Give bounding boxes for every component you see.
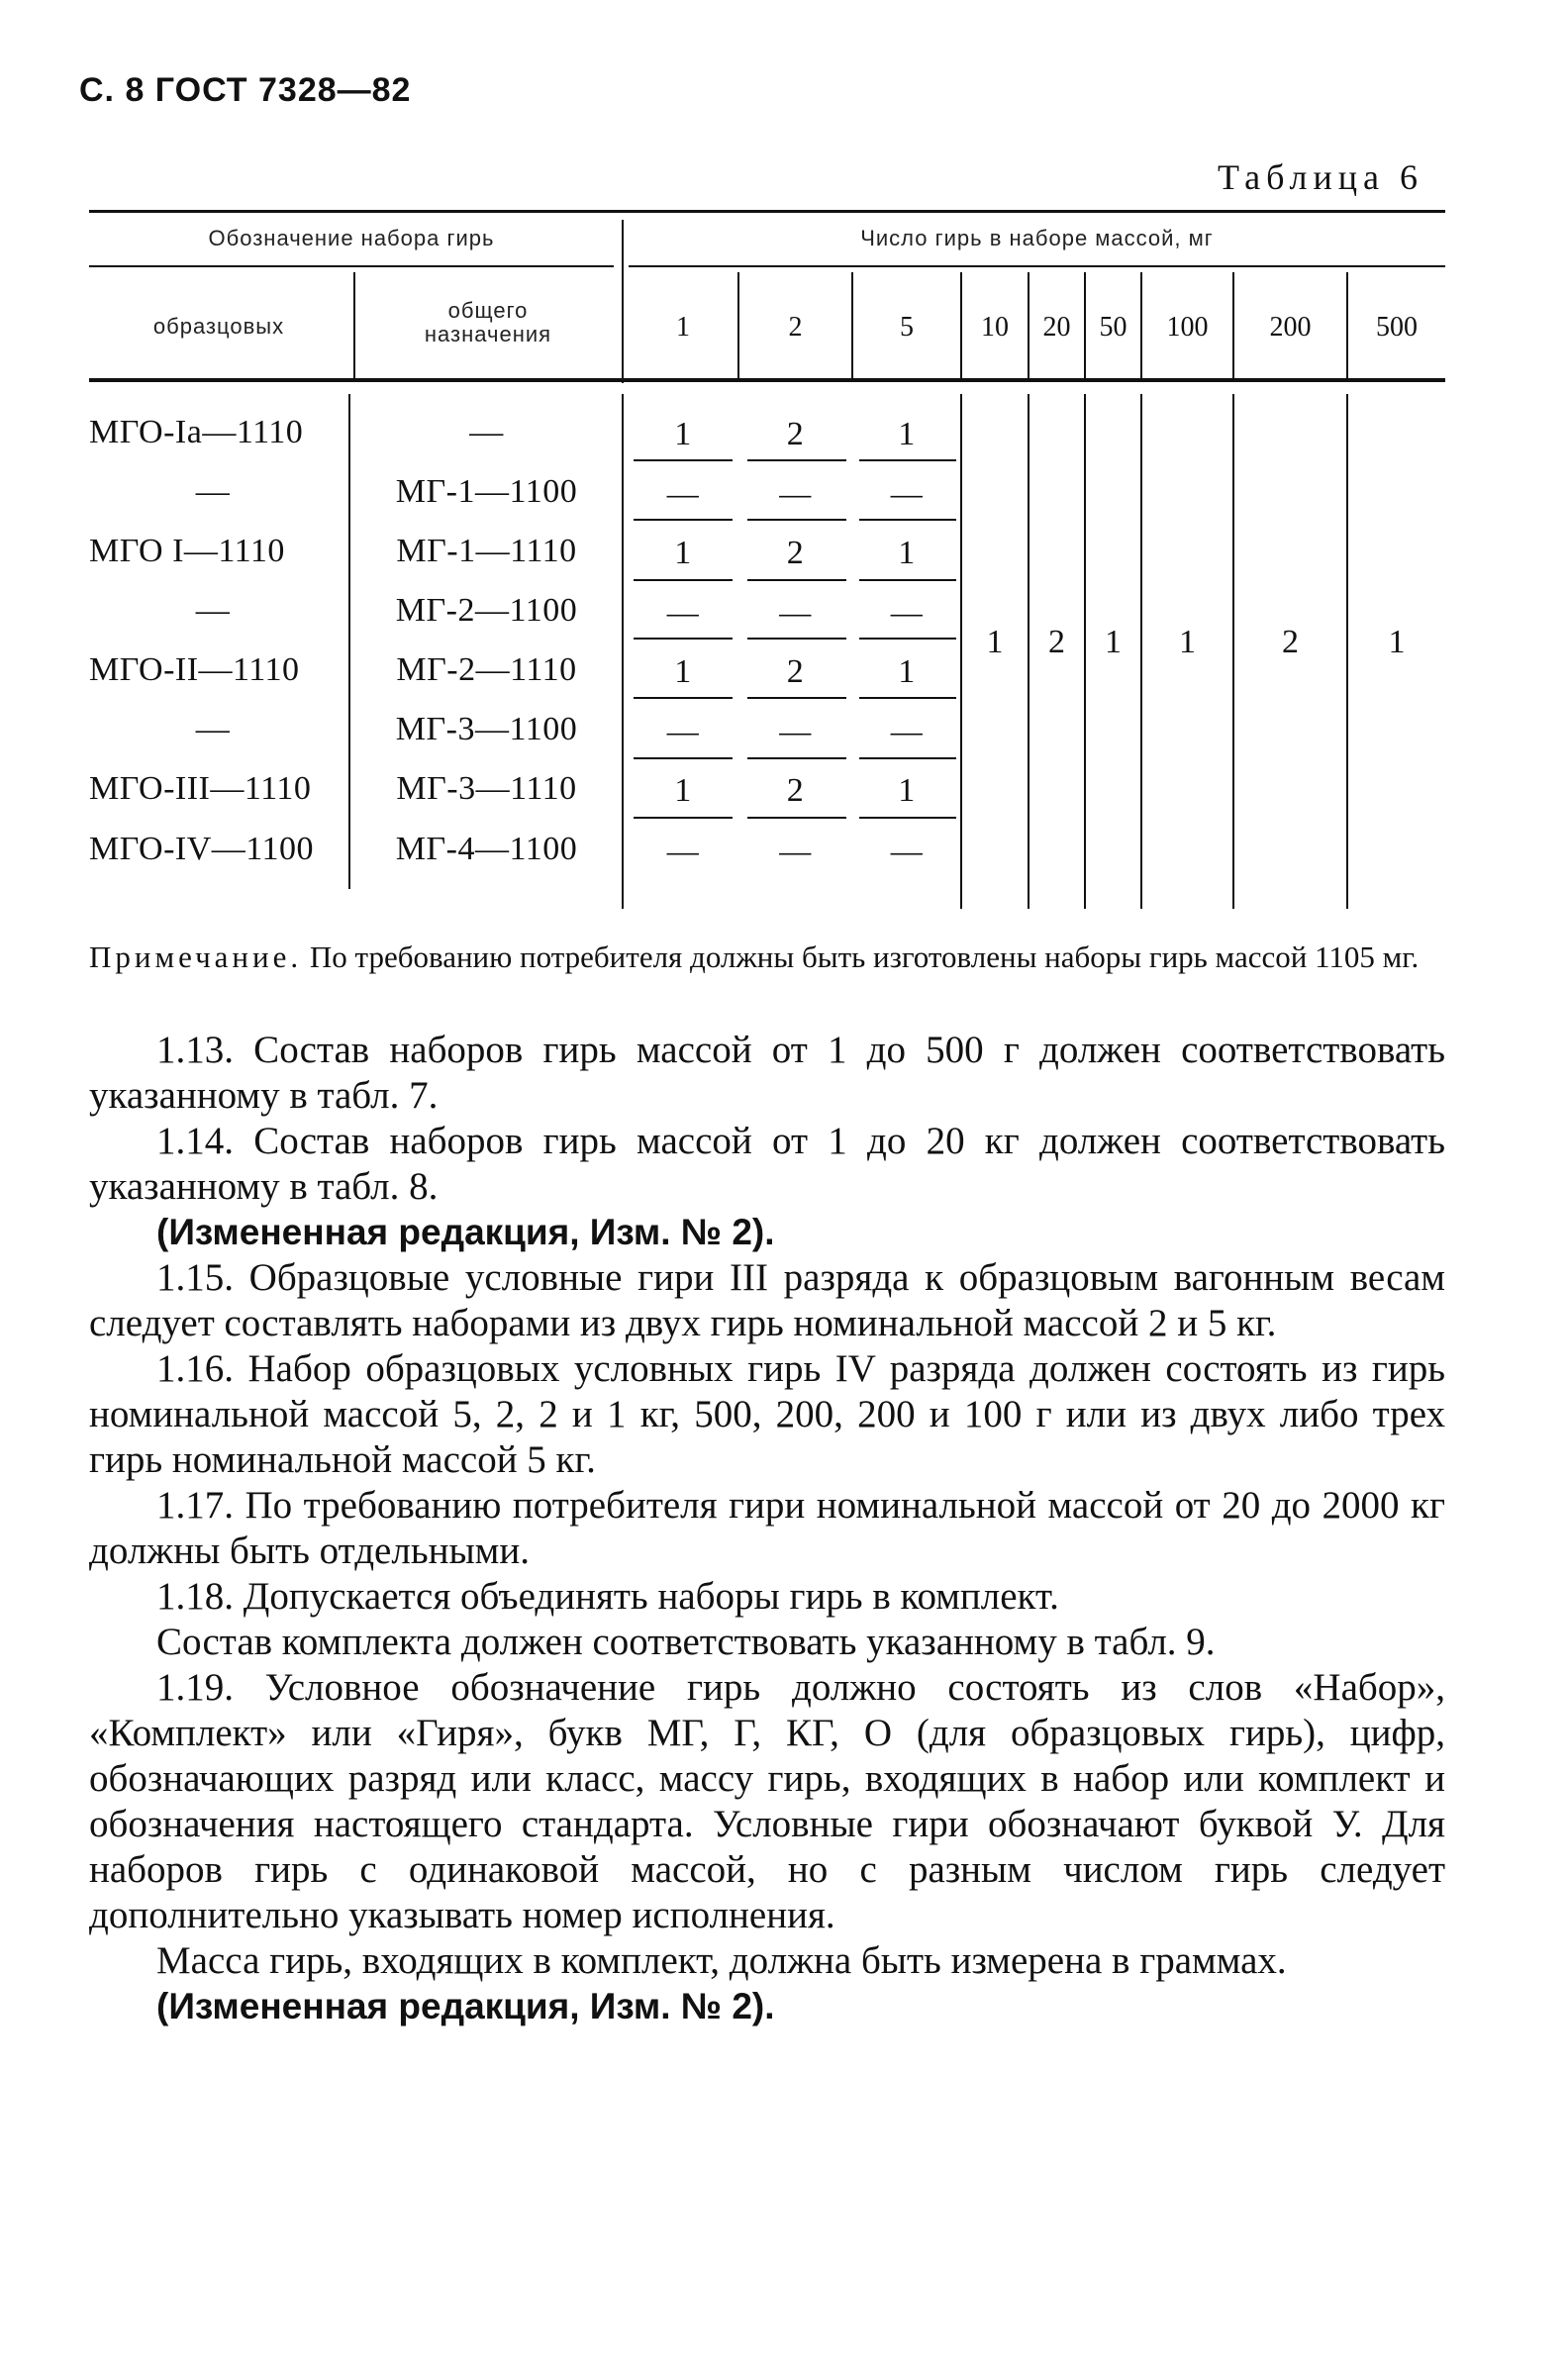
amendment-note: (Измененная редакция, Изм. № 2).: [156, 1212, 775, 1252]
page-header: С. 8 ГОСТ 7328—82: [79, 71, 412, 109]
mass-col-2: 2: [788, 312, 803, 343]
table-6: Обозначение набора гирь Число гирь в наборе массой, мг образцовых общего назначения 1 2 5 10 20 50 100 200 500 МГО-Iа—1110 — 1 2 1 — МГ-1—1100 — — — МГО I—1110 МГ-1—1110 1 2 1 — МГ-2—1100 — — — МГО-II—1110 МГ-2—1110 1 2 1 — МГ-3—1100 — — — МГО-III—1110 МГ-3—1110 1 2 1 МГО-IV—1100 МГ-4—1100 — — — 1 2 1 1 2 1: [89, 210, 1445, 923]
mass-col-100: 100: [1166, 312, 1209, 343]
table-title: Таблица 6: [1218, 157, 1423, 197]
mass-col-200: 200: [1269, 312, 1312, 343]
merged-value-200: 2: [1282, 624, 1299, 660]
mass-col-1: 1: [676, 312, 690, 343]
note-label: Примечание.: [89, 939, 303, 974]
mass-col-20: 20: [1042, 312, 1071, 343]
mass-col-5: 5: [900, 312, 914, 343]
paragraph-1-16: 1.16. Набор образцовых условных гирь IV разряда должен состоять из гирь номинальной массой 5, 2, 2 и 1 кг, 500, 200, 200 и 100 г или из двух либо трех гирь номинальной массой 5 кг.: [89, 1347, 1445, 1481]
paragraph-1-14: 1.14. Состав наборов гирь массой от 1 до 20 кг должен соответствовать указанному в табл. 8.: [89, 1120, 1445, 1208]
paragraph-1-15: 1.15. Образцовые условные гири III разряда к образцовым вагонным весам следует составлять наборами из двух гирь номинальной массой 2 и 5 кг.: [89, 1256, 1445, 1344]
header-general: общего назначения: [424, 298, 552, 346]
header-model: образцовых: [152, 314, 285, 339]
merged-value-50: 1: [1105, 624, 1122, 660]
mass-col-10: 10: [981, 312, 1009, 343]
note-text: По требованию потребителя должны быть изготовлены наборы гирь массой 1105 мг.: [302, 939, 1420, 974]
header-weight-count: Число гирь в наборе массой, мг: [860, 226, 1214, 250]
paragraph-1-19-continued: Масса гирь, входящих в комплект, должна быть измерена в граммах.: [156, 1939, 1287, 1982]
merged-value-100: 1: [1179, 624, 1196, 660]
mass-col-500: 500: [1376, 312, 1418, 343]
merged-value-500: 1: [1388, 624, 1406, 660]
paragraph-1-18: 1.18. Допускается объединять наборы гирь в комплект.: [156, 1575, 1059, 1618]
header-set-designation: Обозначение набора гирь: [208, 226, 495, 250]
merged-value-10: 1: [986, 624, 1004, 660]
merged-value-20: 2: [1048, 624, 1065, 660]
paragraph-1-18-continued: Состав комплекта должен соответствовать указанному в табл. 9.: [156, 1621, 1216, 1663]
table-note: [89, 940, 1445, 974]
mass-col-50: 50: [1099, 312, 1127, 343]
paragraph-1-17: 1.17. По требованию потребителя гири номинальной массой от 20 до 2000 кг должны быть отдельными.: [89, 1484, 1445, 1572]
paragraph-1-13: 1.13. Состав наборов гирь массой от 1 до 500 г должен соответствовать указанному в табл. 7.: [89, 1029, 1445, 1117]
amendment-note: (Измененная редакция, Изм. № 2).: [156, 1986, 775, 2026]
body-text: [89, 1028, 1445, 2029]
paragraph-1-19: 1.19. Условное обозначение гирь должно состоять из слов «Набор», «Комплект» или «Гиря», букв МГ, Г, КГ, О (для образцовых гирь), цифр, обозначающих разряд или класс, массу гирь, входящих в набор или комплект и обозначения настоящего стандарта. Условные гири обозначают буквой У. Для наборов гирь с одинаковой массой, но с разным числом гирь следует дополнительно указывать номер исполнения.: [89, 1666, 1445, 1936]
